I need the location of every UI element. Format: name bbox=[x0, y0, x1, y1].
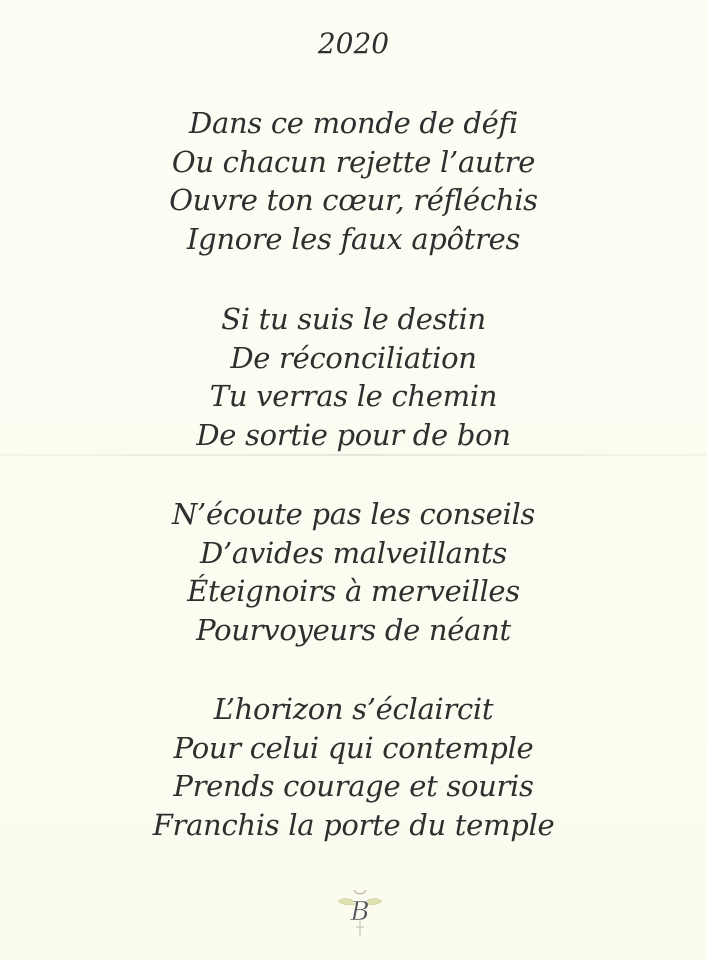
poem-line: Pourvoyeurs de néant bbox=[196, 612, 511, 647]
poem-line: Ouvre ton cœur, réfléchis bbox=[169, 183, 538, 217]
poem-line: Dans ce monde de défi bbox=[189, 106, 518, 140]
svg-text:B: B bbox=[350, 897, 370, 927]
poem-line: Pour celui qui contemple bbox=[173, 730, 534, 765]
stanza-3 bbox=[0, 495, 707, 649]
poem-title: 2020 bbox=[317, 27, 390, 60]
poem-line: N’écoute pas les conseils bbox=[171, 497, 535, 531]
poem-line: D’avides malveillants bbox=[200, 535, 507, 570]
poem-line: Ignore les faux apôtres bbox=[186, 221, 521, 256]
stanza-1 bbox=[0, 104, 707, 258]
poem-line: L’horizon s’éclaircit bbox=[213, 692, 494, 726]
poem-line: De réconciliation bbox=[230, 340, 477, 375]
poem-line: De sortie pour de bon bbox=[196, 417, 511, 452]
stanza-4 bbox=[0, 690, 707, 844]
paper-fold-line bbox=[0, 454, 707, 456]
stanza-2 bbox=[0, 300, 707, 454]
poem-line: Prends courage et souris bbox=[173, 769, 534, 803]
poem-line: Ou chacun rejette l’autre bbox=[171, 144, 536, 179]
poem-line: Franchis la porte du temple bbox=[152, 807, 555, 842]
poem-line: Si tu suis le destin bbox=[221, 302, 486, 336]
poem-line: Éteignoirs à merveilles bbox=[187, 574, 520, 608]
poem-line: Tu verras le chemin bbox=[209, 379, 498, 413]
b-monogram-logo-icon bbox=[336, 884, 384, 938]
